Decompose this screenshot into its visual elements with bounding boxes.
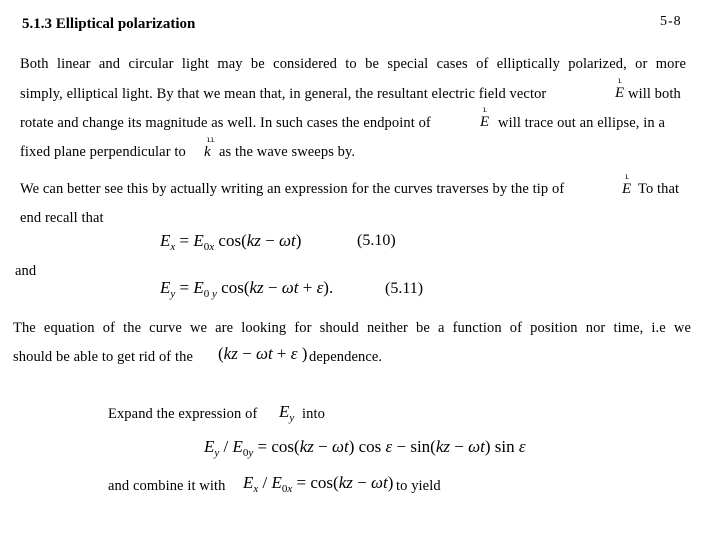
para1-line2a: simply, elliptical light. By that we mean that, in general, the resultant electric field vector [20,86,547,102]
expand-text-b: into [302,406,325,422]
phase-expression: (kz − ωt + ε ) [218,344,308,363]
and-label: and [15,263,37,279]
ex-ratio-equation: $E_x / E_{0x} = \cos(kz - \omega t)$ [243,473,394,495]
vector-e-symbol: ւ E [622,172,632,197]
ey-symbol: $E_y$ [279,402,295,424]
equation-ex: $E_x = E_{0x}$ cos(kz − ωt) [160,231,302,253]
para2-line2: end recall that [20,210,104,226]
combine-text-a: and combine it with [108,478,226,494]
para3-line1: The equation of the curve we are looking for should neither be a function of position nor time, i.e we [13,320,691,336]
para1-line3b: will trace out an ellipse, in a [498,115,665,131]
equation-number-5-10: (5.10) [357,232,396,249]
para2-line1b: To that [638,181,680,197]
page-number: 5-8 [660,14,682,29]
expanded-equation: $E_y / E_{0y} = \cos(kz - \omega t)$ cos ε − sin(kz − ωt) sin ε [204,437,526,459]
equation-ey: $E_y = E_{0 y}$ cos(kz − ωt + ε). [160,278,334,300]
vector-e-symbol: ւ E [480,105,490,130]
equation-number-5-11: (5.11) [385,280,424,297]
para1-line1: Both linear and circular light may be considered to be special cases of elliptically polarized, or more [20,56,686,72]
para3-line2b: dependence. [309,349,383,365]
para3-line2a: should be able to get rid of the [13,349,193,365]
para1-line4b: as the wave sweeps by. [219,144,356,160]
vector-k-symbol: ււ k [204,135,215,160]
combine-text-b: to yield [396,478,441,494]
para1-line2b: will both [628,86,681,102]
vector-e-symbol: ւ E [615,76,625,101]
para1-line3a: rotate and change its magnitude as well. In such cases the endpoint of [20,115,431,131]
section-title: 5.1.3 Elliptical polarization [22,16,196,32]
para1-line4a: fixed plane perpendicular to [20,144,186,160]
expand-text-a: Expand the expression of [108,406,258,422]
para2-line1a: We can better see this by actually writing an expression for the curves traverses by the tip of [20,181,565,197]
